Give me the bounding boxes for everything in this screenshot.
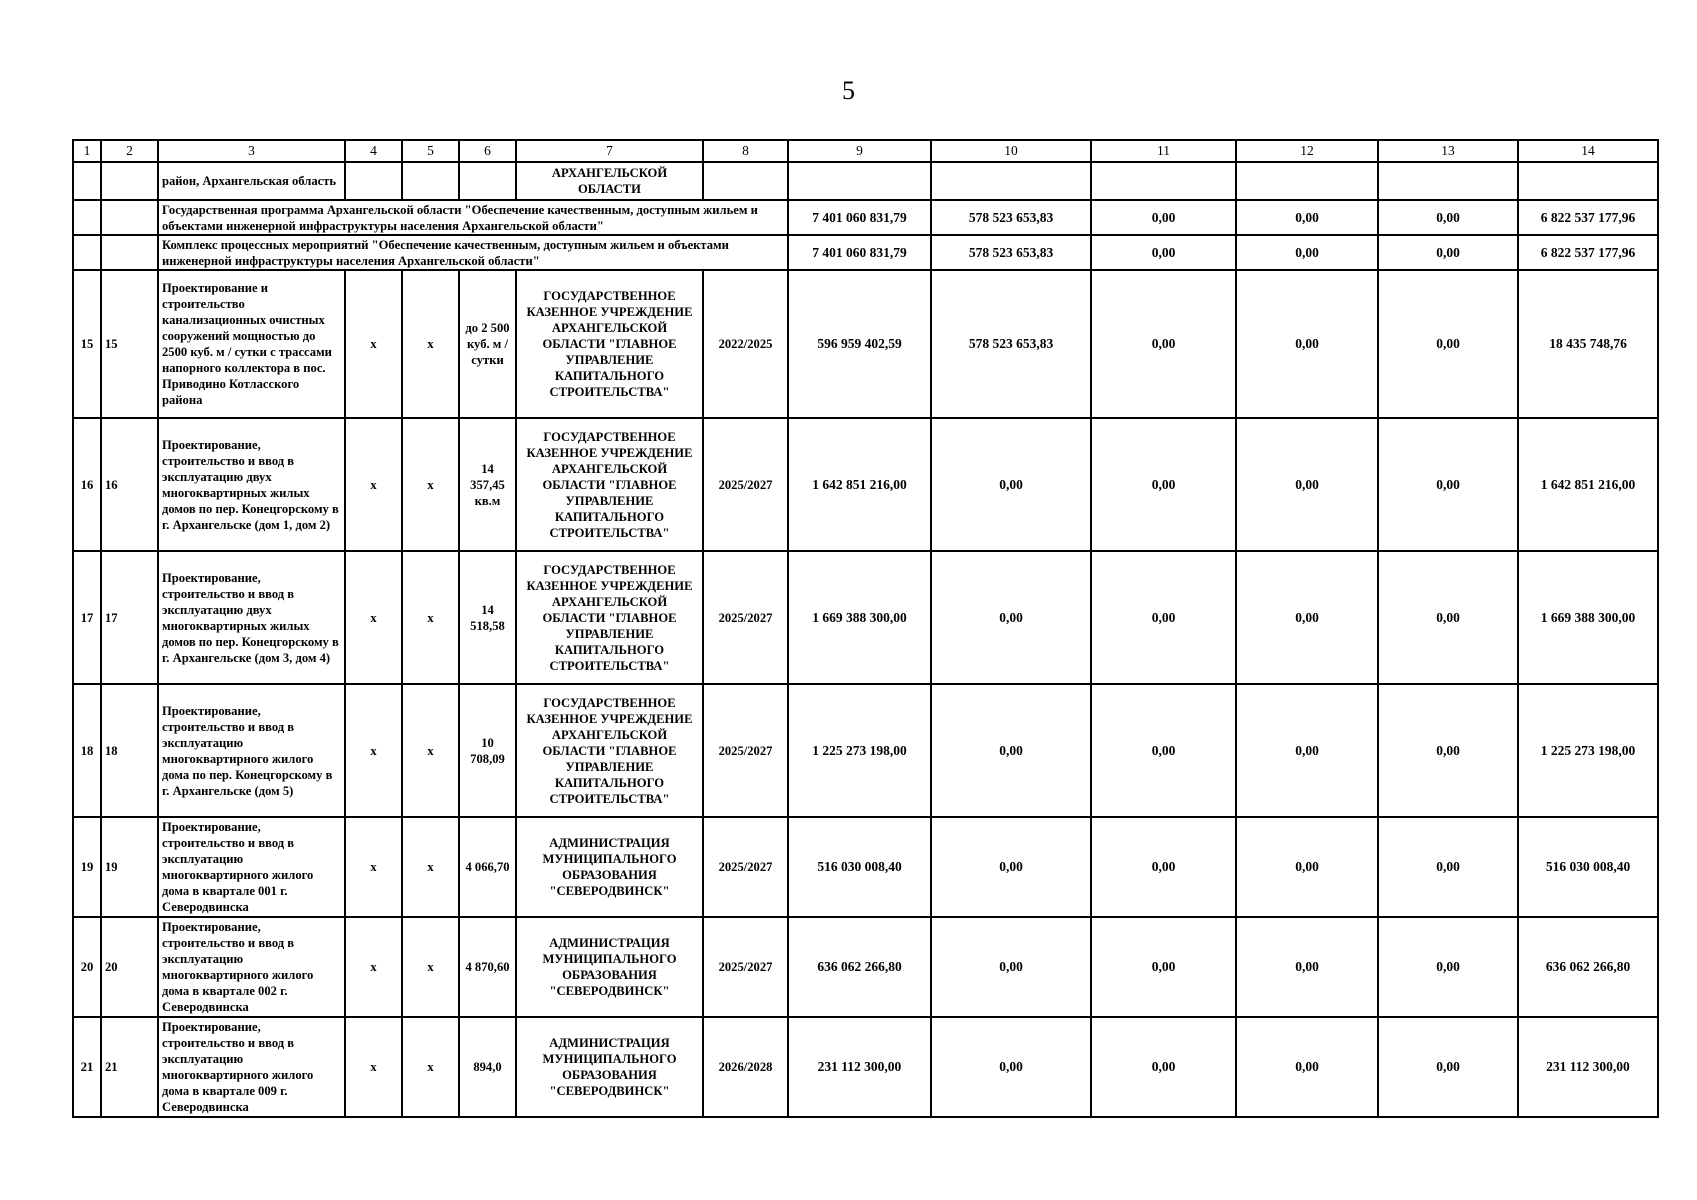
amount-cell-10: 0,00 (931, 684, 1091, 817)
row-number-cell: 15 (73, 270, 101, 418)
summary-row (73, 200, 1658, 235)
amount-cell-11: 0,00 (1091, 1017, 1236, 1117)
amount-cell-14: 516 030 008,40 (1518, 817, 1658, 917)
amount-cell-11: 0,00 (1091, 551, 1236, 684)
cell-empty (1236, 162, 1378, 200)
continuation-row (73, 162, 1658, 200)
amount-cell-9: 516 030 008,40 (788, 817, 931, 917)
cell-x-mark: х (402, 270, 459, 418)
object-name-cell: Проектирование, строительство и ввод в эксплуатацию многоквартирного жилого дома в квартале 002 г. Северодвинска (158, 917, 345, 1017)
summary-value: 0,00 (1236, 235, 1378, 270)
header-cell-1: 1 (73, 140, 101, 162)
object-name-cell: Проектирование, строительство и ввод в эксплуатацию многоквартирного жилого дома по пер. Конецгорскому в г. Архангельске (дом 5) (158, 684, 345, 817)
header-cell-8: 8 (703, 140, 788, 162)
row-index-cell: 16 (101, 418, 158, 551)
period-cell: 2025/2027 (703, 917, 788, 1017)
amount-cell-13: 0,00 (1378, 817, 1518, 917)
cell-x-mark: х (402, 418, 459, 551)
summary-value: 0,00 (1091, 200, 1236, 235)
organization-cell: АДМИНИСТРАЦИЯ МУНИЦИПАЛЬНОГО ОБРАЗОВАНИЯ "СЕВЕРОДВИНСК" (516, 917, 703, 1017)
cell-x-mark: х (345, 1017, 402, 1117)
amount-cell-14: 1 669 388 300,00 (1518, 551, 1658, 684)
cell-empty (1518, 162, 1658, 200)
amount-cell-10: 0,00 (931, 1017, 1091, 1117)
header-cell-10: 10 (931, 140, 1091, 162)
summary-value: 7 401 060 831,79 (788, 200, 931, 235)
summary-row (73, 235, 1658, 270)
summary-value: 0,00 (1236, 200, 1378, 235)
row-index-cell: 17 (101, 551, 158, 684)
table-row (73, 817, 1658, 917)
cell-x-mark: х (402, 817, 459, 917)
cell-empty (402, 162, 459, 200)
amount-cell-9: 1 642 851 216,00 (788, 418, 931, 551)
amount-cell-9: 596 959 402,59 (788, 270, 931, 418)
cell-empty (703, 162, 788, 200)
summary-value: 0,00 (1378, 200, 1518, 235)
summary-value: 7 401 060 831,79 (788, 235, 931, 270)
period-cell: 2025/2027 (703, 684, 788, 817)
capacity-cell: 14 357,45 кв.м (459, 418, 516, 551)
header-cell-4: 4 (345, 140, 402, 162)
cell-x-mark: х (345, 418, 402, 551)
organization-cell: АРХАНГЕЛЬСКОЙ ОБЛАСТИ (516, 162, 703, 200)
cell-x-mark: х (402, 917, 459, 1017)
header-cell-6: 6 (459, 140, 516, 162)
period-cell: 2025/2027 (703, 418, 788, 551)
amount-cell-10: 578 523 653,83 (931, 270, 1091, 418)
object-name-cell: Проектирование, строительство и ввод в эксплуатацию многоквартирного жилого дома в квартале 009 г. Северодвинска (158, 1017, 345, 1117)
cell-empty (788, 162, 931, 200)
cell-empty (459, 162, 516, 200)
amount-cell-13: 0,00 (1378, 551, 1518, 684)
amount-cell-9: 1 669 388 300,00 (788, 551, 931, 684)
header-cell-13: 13 (1378, 140, 1518, 162)
amount-cell-14: 1 642 851 216,00 (1518, 418, 1658, 551)
organization-cell: АДМИНИСТРАЦИЯ МУНИЦИПАЛЬНОГО ОБРАЗОВАНИЯ "СЕВЕРОДВИНСК" (516, 817, 703, 917)
summary-value: 578 523 653,83 (931, 235, 1091, 270)
organization-cell: ГОСУДАРСТВЕННОЕ КАЗЕННОЕ УЧРЕЖДЕНИЕ АРХАНГЕЛЬСКОЙ ОБЛАСТИ "ГЛАВНОЕ УПРАВЛЕНИЕ КАПИТАЛЬНОГО СТРОИТЕЛЬСТВА" (516, 270, 703, 418)
table-row (73, 1017, 1658, 1117)
organization-cell: ГОСУДАРСТВЕННОЕ КАЗЕННОЕ УЧРЕЖДЕНИЕ АРХАНГЕЛЬСКОЙ ОБЛАСТИ "ГЛАВНОЕ УПРАВЛЕНИЕ КАПИТАЛЬНОГО СТРОИТЕЛЬСТВА" (516, 551, 703, 684)
amount-cell-12: 0,00 (1236, 917, 1378, 1017)
summary-title: Комплекс процессных мероприятий "Обеспечение качественным, доступным жильем и объектами инженерной инфраструктуры населения Архангельской области" (158, 235, 788, 270)
cell-x-mark: х (402, 551, 459, 684)
organization-cell: ГОСУДАРСТВЕННОЕ КАЗЕННОЕ УЧРЕЖДЕНИЕ АРХАНГЕЛЬСКОЙ ОБЛАСТИ "ГЛАВНОЕ УПРАВЛЕНИЕ КАПИТАЛЬНОГО СТРОИТЕЛЬСТВА" (516, 418, 703, 551)
header-row (73, 140, 1658, 162)
summary-value: 0,00 (1091, 235, 1236, 270)
summary-value: 578 523 653,83 (931, 200, 1091, 235)
amount-cell-11: 0,00 (1091, 684, 1236, 817)
cell-empty (73, 200, 101, 235)
row-index-cell: 15 (101, 270, 158, 418)
amount-cell-10: 0,00 (931, 418, 1091, 551)
row-number-cell: 17 (73, 551, 101, 684)
cell-empty (101, 200, 158, 235)
investment-objects-table (72, 139, 1659, 1118)
header-cell-5: 5 (402, 140, 459, 162)
amount-cell-13: 0,00 (1378, 1017, 1518, 1117)
table-row (73, 551, 1658, 684)
amount-cell-11: 0,00 (1091, 817, 1236, 917)
capacity-cell: 4 870,60 (459, 917, 516, 1017)
cell-empty (73, 235, 101, 270)
summary-value: 0,00 (1378, 235, 1518, 270)
row-index-cell: 20 (101, 917, 158, 1017)
summary-value: 6 822 537 177,96 (1518, 235, 1658, 270)
capacity-cell: 4 066,70 (459, 817, 516, 917)
amount-cell-11: 0,00 (1091, 270, 1236, 418)
row-number-cell: 19 (73, 817, 101, 917)
organization-cell: АДМИНИСТРАЦИЯ МУНИЦИПАЛЬНОГО ОБРАЗОВАНИЯ "СЕВЕРОДВИНСК" (516, 1017, 703, 1117)
amount-cell-10: 0,00 (931, 817, 1091, 917)
page-number: 5 (842, 76, 855, 105)
period-cell: 2025/2027 (703, 817, 788, 917)
amount-cell-10: 0,00 (931, 917, 1091, 1017)
header-cell-2: 2 (101, 140, 158, 162)
cell-x-mark: х (345, 817, 402, 917)
object-name-cell: Проектирование и строительство канализационных очистных сооружений мощностью до 2500 куб. м / сутки с трассами напорного коллектора в пос. Приводино Котласского района (158, 270, 345, 418)
period-cell: 2025/2027 (703, 551, 788, 684)
header-cell-14: 14 (1518, 140, 1658, 162)
capacity-cell: 894,0 (459, 1017, 516, 1117)
capacity-cell: 10 708,09 (459, 684, 516, 817)
amount-cell-12: 0,00 (1236, 684, 1378, 817)
cell-empty (101, 162, 158, 200)
amount-cell-12: 0,00 (1236, 1017, 1378, 1117)
object-name-cell: район, Архангельская область (158, 162, 345, 200)
amount-cell-14: 18 435 748,76 (1518, 270, 1658, 418)
cell-empty (101, 235, 158, 270)
object-name-cell: Проектирование, строительство и ввод в эксплуатацию двух многоквартирных жилых домов по пер. Конецгорскому в г. Архангельске (дом 3, дом 4) (158, 551, 345, 684)
cell-x-mark: х (345, 551, 402, 684)
organization-cell: ГОСУДАРСТВЕННОЕ КАЗЕННОЕ УЧРЕЖДЕНИЕ АРХАНГЕЛЬСКОЙ ОБЛАСТИ "ГЛАВНОЕ УПРАВЛЕНИЕ КАПИТАЛЬНОГО СТРОИТЕЛЬСТВА" (516, 684, 703, 817)
amount-cell-12: 0,00 (1236, 418, 1378, 551)
amount-cell-12: 0,00 (1236, 270, 1378, 418)
amount-cell-13: 0,00 (1378, 418, 1518, 551)
header-cell-7: 7 (516, 140, 703, 162)
cell-x-mark: х (402, 1017, 459, 1117)
amount-cell-13: 0,00 (1378, 270, 1518, 418)
header-cell-12: 12 (1236, 140, 1378, 162)
row-number-cell: 21 (73, 1017, 101, 1117)
cell-empty (1091, 162, 1236, 200)
row-index-cell: 21 (101, 1017, 158, 1117)
cell-x-mark: х (345, 684, 402, 817)
summary-title: Государственная программа Архангельской области "Обеспечение качественным, доступным жильем и объектами инженерной инфраструктуры населения Архангельской области" (158, 200, 788, 235)
amount-cell-12: 0,00 (1236, 817, 1378, 917)
period-cell: 2022/2025 (703, 270, 788, 418)
cell-x-mark: х (345, 917, 402, 1017)
amount-cell-12: 0,00 (1236, 551, 1378, 684)
header-cell-3: 3 (158, 140, 345, 162)
cell-empty (931, 162, 1091, 200)
cell-empty (73, 162, 101, 200)
cell-x-mark: х (345, 270, 402, 418)
amount-cell-14: 231 112 300,00 (1518, 1017, 1658, 1117)
row-number-cell: 16 (73, 418, 101, 551)
summary-value: 6 822 537 177,96 (1518, 200, 1658, 235)
amount-cell-14: 636 062 266,80 (1518, 917, 1658, 1017)
period-cell: 2026/2028 (703, 1017, 788, 1117)
header-cell-9: 9 (788, 140, 931, 162)
table-row (73, 684, 1658, 817)
table-row (73, 270, 1658, 418)
amount-cell-10: 0,00 (931, 551, 1091, 684)
cell-empty (345, 162, 402, 200)
amount-cell-11: 0,00 (1091, 418, 1236, 551)
row-number-cell: 18 (73, 684, 101, 817)
table-row (73, 418, 1658, 551)
row-index-cell: 19 (101, 817, 158, 917)
amount-cell-9: 1 225 273 198,00 (788, 684, 931, 817)
table-row (73, 917, 1658, 1017)
amount-cell-13: 0,00 (1378, 684, 1518, 817)
capacity-cell: 14 518,58 (459, 551, 516, 684)
object-name-cell: Проектирование, строительство и ввод в эксплуатацию многоквартирного жилого дома в квартале 001 г. Северодвинска (158, 817, 345, 917)
row-index-cell: 18 (101, 684, 158, 817)
cell-empty (1378, 162, 1518, 200)
amount-cell-13: 0,00 (1378, 917, 1518, 1017)
row-number-cell: 20 (73, 917, 101, 1017)
amount-cell-9: 231 112 300,00 (788, 1017, 931, 1117)
cell-x-mark: х (402, 684, 459, 817)
amount-cell-9: 636 062 266,80 (788, 917, 931, 1017)
header-cell-11: 11 (1091, 140, 1236, 162)
amount-cell-14: 1 225 273 198,00 (1518, 684, 1658, 817)
capacity-cell: до 2 500 куб. м / сутки (459, 270, 516, 418)
object-name-cell: Проектирование, строительство и ввод в эксплуатацию двух многоквартирных жилых домов по пер. Конецгорскому в г. Архангельске (дом 1, дом 2) (158, 418, 345, 551)
amount-cell-11: 0,00 (1091, 917, 1236, 1017)
